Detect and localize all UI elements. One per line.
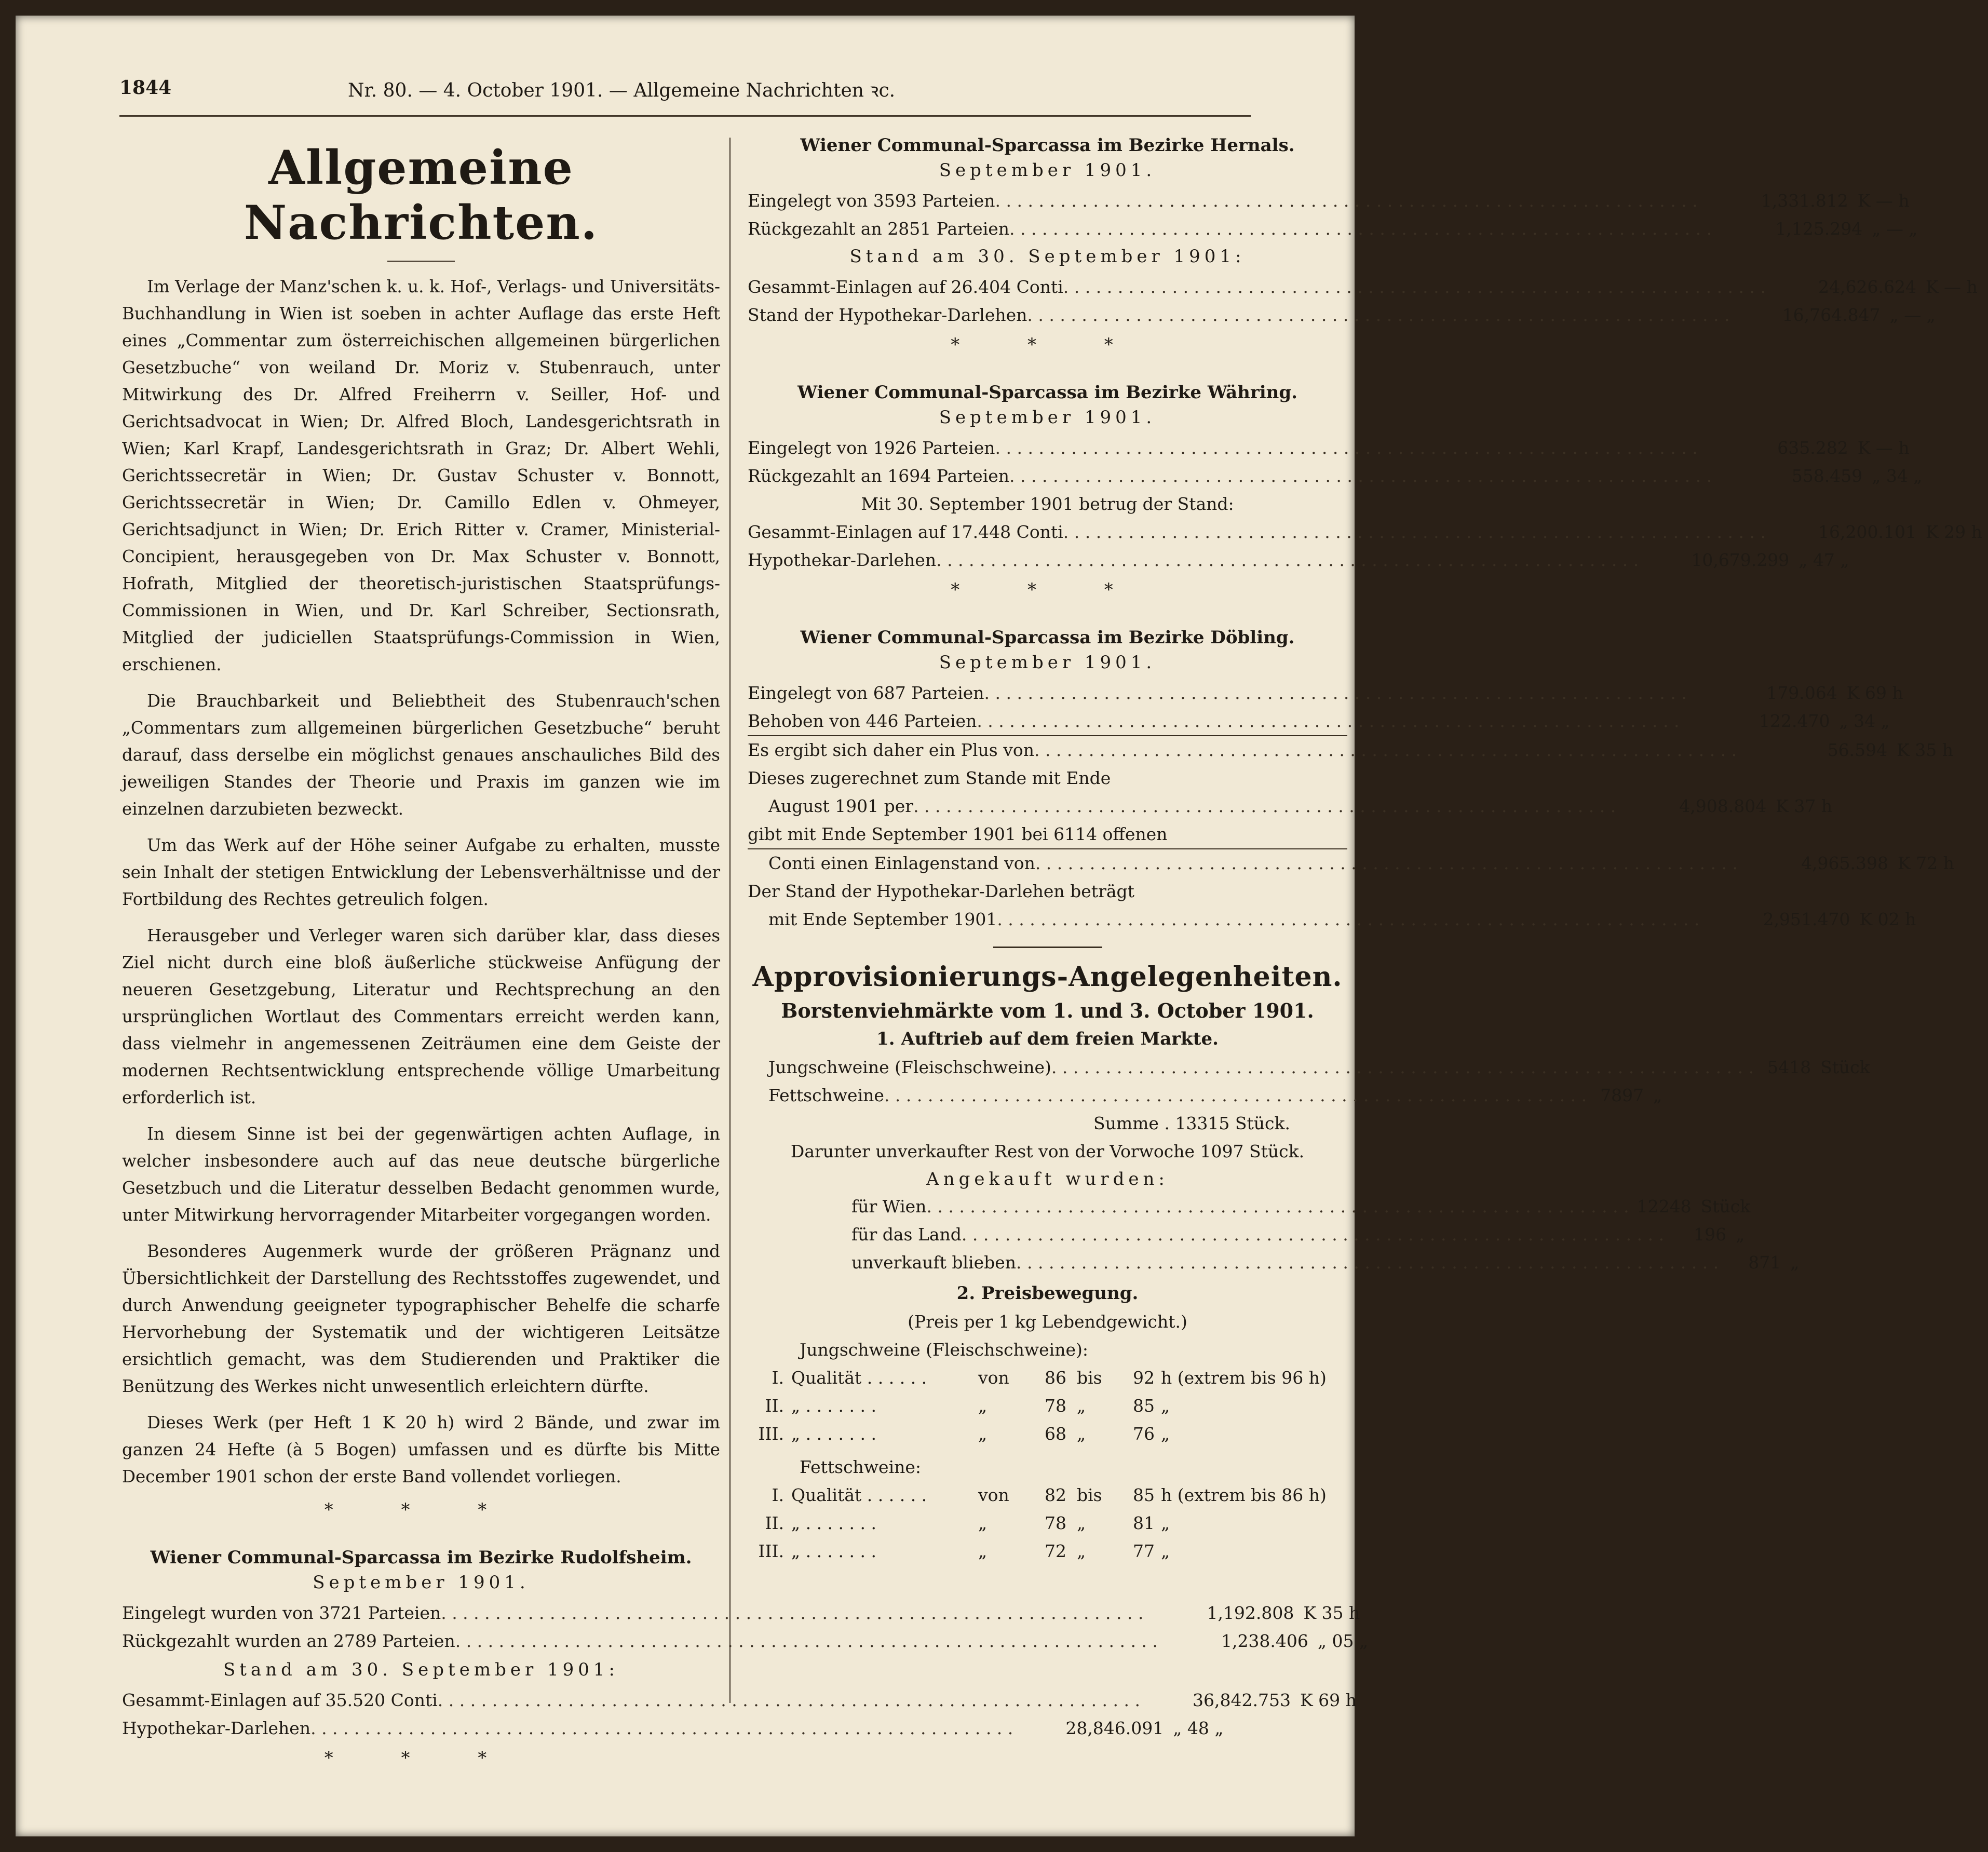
page-header: [119, 77, 1251, 113]
report-stand: Mit 30. September 1901 betrug der Stand:: [861, 494, 1234, 514]
row-unit: K 37 h: [1776, 796, 1833, 816]
row-value: 4,965.398: [1801, 853, 1889, 873]
price-note: (Preis per 1 kg Lebendgewicht.): [908, 1312, 1187, 1332]
column-divider: [729, 138, 731, 1703]
row-label: Es ergibt sich daher ein Plus von: [748, 740, 1034, 760]
row-label: Gesammt-Einlagen auf 26.404 Conti: [748, 277, 1063, 297]
report-row: [748, 792, 1833, 820]
row-value: 1,238.406: [1221, 1631, 1308, 1651]
report-line: Der Stand der Hypothekar-Darlehen beträgt: [748, 881, 1134, 901]
report-month: September 1901.: [939, 652, 1156, 673]
report-row: [748, 187, 1910, 215]
purchase-heading: Angekauft wurden:: [926, 1169, 1169, 1189]
row-unit: „ 34 „: [1872, 466, 1923, 486]
report-month: September 1901.: [939, 407, 1156, 428]
row-unit: K 69 h: [1300, 1690, 1357, 1710]
row-value: 10,679.299: [1691, 550, 1790, 570]
paragraph: Im Verlage der Manz'schen k. u. k. Hof-, Verlags- und Universitäts-Buchhandlung in Wien ist soeben in achter Auflage das erste Heft eines „Commentar zum österreichischen allgemeinen bürgerlichen Gesetzbuche“ von weiland Dr. Moriz v. Stubenrauch, unter Mitwirkung des Dr. Alfred Freiherrn v. Seiller, Hof- und Gerichtsadvocat in Wien; Dr. Alfred Bloch, Landesgerichtsrath in Wien; Karl Krapf, Landesgerichtsrath in Graz; Dr. Albert Wehli, Gerichtssecretär in Wien; Dr. Gustav Schuster v. Bonnott, Gerichtssecretär in Wien; Dr. Camillo Edlen v. Ohmeyer, Gerichtsadjunct in Wien; Dr. Erich Ritter v. Cramer, Ministerial-Concipient, herausgegeben von Dr. Max Schuster v. Bonnott, Hofrath, Mitglied der theoretisch-juristischen Staatsprüfungs-Commissionen in Wien, und Dr. Karl Schreiber, Sectionsrath, Mitglied der judiciellen Staatsprüfungs-Commission in Wien, erschienen.: [122, 277, 720, 674]
report-row: [748, 707, 1890, 735]
row-unit: „ 47 „: [1798, 550, 1849, 570]
paragraph: Um das Werk auf der Höhe seiner Aufgabe zu erhalten, musste sein Inhalt der stetigen Entwicklung der Lebensverhältnisse und der Fortbildung des Rechtes getreulich folgen.: [122, 835, 720, 909]
row-unit: K 35 h: [1897, 740, 1954, 760]
row-label: Conti einen Einlagenstand von: [768, 853, 1035, 873]
report-title: Wiener Communal-Sparcassa im Bezirke Hernals.: [800, 135, 1295, 156]
report-row: [748, 273, 1978, 301]
row-label: Behoben von 446 Parteien: [748, 711, 977, 731]
row-label: Eingelegt von 687 Parteien: [748, 683, 984, 703]
report-line: Dieses zugerechnet zum Stande mit Ende: [748, 768, 1111, 788]
report-stand: Stand am 30. September 1901:: [849, 246, 1246, 267]
row-label: mit Ende September 1901: [768, 909, 997, 929]
row-value: 16,764.847: [1782, 305, 1881, 325]
row-value: 122.470: [1759, 711, 1830, 731]
row-label: Stand der Hypothekar-Darlehen: [748, 305, 1027, 325]
row-label: Hypothekar-Darlehen: [748, 550, 937, 570]
row-value: 16,200.101: [1818, 522, 1916, 542]
section-title: Allgemeine Nachrichten.: [244, 140, 599, 250]
row-unit: K — h: [1857, 438, 1910, 458]
row-unit: K 02 h: [1859, 909, 1916, 929]
report-row: [122, 1599, 1360, 1627]
running-title: Nr. 80. — 4. October 1901. — Allgemeine Nachrichten ꝛc.: [348, 80, 896, 101]
report-row: [748, 546, 1849, 574]
newspaper-page: [16, 16, 1982, 1836]
row-value: 28,846.091: [1065, 1718, 1164, 1738]
report-row: [748, 301, 1936, 329]
supply-sum: Summe . 13315 Stück.: [1093, 1113, 1290, 1133]
purchase-row: für Wien . . . 12248 Stück: [748, 1193, 1347, 1221]
paragraph: In diesem Sinne ist bei der gegenwärtigen achten Auflage, in welcher insbesondere auch auf das neue deutsche bürgerliche Gesetzbuch und die Literatur desselben Bedacht genommen wurde, unter Mitwirkung hervorragender Mitarbeiter vorgegangen worden.: [122, 1124, 720, 1225]
report-row: [748, 848, 1954, 877]
paragraph: Dieses Werk (per Heft 1 K 20 h) wird 2 Bände, und zwar im ganzen 24 Hefte (à 5 Bogen) umfassen und es dürfte bis Mitte December 1901 schon der erste Band vollendet vorliegen.: [122, 1413, 720, 1486]
subsection-title: 1. Auftrieb auf dem freien Markte.: [876, 1029, 1219, 1049]
price-group-heading: Fettschweine:: [800, 1457, 922, 1477]
report-row: [122, 1686, 1357, 1714]
row-label: Rückgezahlt an 2851 Parteien: [748, 219, 1010, 239]
row-unit: K — h: [1857, 191, 1910, 211]
report-row: [748, 518, 1982, 546]
asterism: * * *: [324, 1499, 518, 1520]
report-title: Wiener Communal-Sparcassa im Bezirke Währing.: [797, 382, 1297, 403]
row-label: Rückgezahlt wurden an 2789 Parteien: [122, 1631, 455, 1651]
row-label: Eingelegt von 1926 Parteien: [748, 438, 995, 458]
price-row: II. „ . . . . . . . „ 78 „ 81 „: [765, 1513, 1170, 1533]
row-unit: K 72 h: [1898, 853, 1954, 873]
row-unit: „ 34 „: [1839, 711, 1890, 731]
price-group-heading: Jungschweine (Fleischschweine):: [800, 1340, 1088, 1360]
row-value: 56.594: [1827, 740, 1888, 760]
report-line: gibt mit Ende September 1901 bei 6114 offenen: [748, 824, 1168, 844]
purchase-row: für das Land . . . 196 „: [748, 1221, 1347, 1249]
report-row: [748, 215, 1918, 243]
row-label: Eingelegt von 3593 Parteien: [748, 191, 995, 211]
report-row: [122, 1627, 1369, 1655]
row-value: 1,125.294: [1775, 219, 1863, 239]
row-label: August 1901 per: [768, 796, 914, 816]
asterism: * * *: [951, 579, 1144, 600]
row-value: 36,842.753: [1193, 1690, 1291, 1710]
row-unit: K 29 h: [1925, 522, 1982, 542]
row-label: Eingelegt wurden von 3721 Parteien: [122, 1603, 441, 1623]
section-rule: [993, 947, 1102, 948]
row-value: 24,626.624: [1818, 277, 1916, 297]
row-label: Gesammt-Einlagen auf 35.520 Conti: [122, 1690, 438, 1710]
row-unit: „ 48 „: [1173, 1718, 1224, 1738]
row-value: 4,908.804: [1679, 796, 1767, 816]
row-value: 1,192.808: [1207, 1603, 1294, 1623]
row-value: 558.459: [1791, 466, 1863, 486]
row-unit: „ — „: [1889, 305, 1936, 325]
page-number: 1844: [119, 77, 172, 99]
supply-rest: Darunter unverkaufter Rest von der Vorwoche 1097 Stück.: [790, 1141, 1305, 1161]
section-title: Approvisionierungs-Angelegenheiten.: [752, 961, 1343, 993]
purchase-row: unverkauft blieben . . . 871 „: [748, 1249, 1347, 1277]
asterism: * * *: [324, 1748, 518, 1768]
report-row: [748, 679, 1903, 707]
row-unit: „ 05 „: [1317, 1631, 1369, 1651]
report-month: September 1901.: [313, 1572, 530, 1593]
title-underline: [387, 261, 455, 262]
supply-row: Fettschweine . . . 7897 „: [748, 1082, 1347, 1110]
row-value: 179.064: [1766, 683, 1837, 703]
paragraph: Besonderes Augenmerk wurde der größeren Prägnanz und Übersichtlichkeit der Darstellung des Rechtsstoffes zugewendet, und durch Anwendung geeigneter typographischer Behelfe die scharfe Hervorhebung der Systematik und der wichtigeren Leitsätze ersichtlich gemacht, was dem Studierenden und Praktiker die Benützung des Werkes nicht unwesentlich erleichtern dürfte.: [122, 1241, 720, 1396]
price-row: I. Qualität . . . . . . von 86 bis 92 h (extrem bis 96 h): [772, 1368, 1327, 1388]
paragraph: Herausgeber und Verleger waren sich darüber klar, dass dieses Ziel nicht durch eine bloß äußerliche stückweise Anfügung der neueren Gesetzgebung, Literatur und Rechtsprechung an den ursprünglichen Wortlaut des Commentars erreicht werden kann, dass vielmehr in angemessenen Zeiträumen eine dem Geiste der modernen Rechtsentwicklung entsprechende völlige Umarbeitung erforderlich ist.: [122, 926, 720, 1107]
supply-row: Jungschweine (Fleischschweine) . . . 5418 Stück: [748, 1053, 1347, 1082]
report-row: [748, 462, 1923, 490]
price-row: II. „ . . . . . . . „ 78 „ 85 „: [765, 1396, 1170, 1416]
row-unit: K 69 h: [1846, 683, 1903, 703]
asterism: * * *: [951, 334, 1144, 355]
row-value: 1,331.812: [1761, 191, 1848, 211]
market-subtitle: Borstenviehmärkte vom 1. und 3. October 1901.: [781, 999, 1314, 1022]
report-row: [748, 735, 1954, 764]
row-label: Rückgezahlt an 1694 Parteien: [748, 466, 1010, 486]
price-row: I. Qualität . . . . . . von 82 bis 85 h (extrem bis 86 h): [772, 1485, 1327, 1505]
row-label: Gesammt-Einlagen auf 17.448 Conti: [748, 522, 1063, 542]
subsection-title: 2. Preisbewegung.: [956, 1283, 1139, 1304]
report-stand: Stand am 30. September 1901:: [223, 1659, 619, 1680]
report-row: [748, 905, 1916, 934]
row-value: 635.282: [1777, 438, 1848, 458]
report-month: September 1901.: [939, 160, 1156, 181]
report-title: Wiener Communal-Sparcassa im Bezirke Döbling.: [800, 627, 1295, 648]
right-column: [748, 135, 1982, 1703]
row-label: Hypothekar-Darlehen: [122, 1718, 311, 1738]
paragraph: Die Brauchbarkeit und Beliebtheit des Stubenrauch'schen „Commentars zum allgemeinen bürgerlichen Gesetzbuche“ beruht darauf, dass derselbe ein möglichst genaues anschauliches Bild des jeweiligen Standes der Theorie und Praxis im ganzen wie im einzelnen darzubieten bezweckt.: [122, 691, 720, 819]
price-row: III. „ . . . . . . . „ 68 „ 76 „: [758, 1424, 1170, 1444]
header-rule: [119, 115, 1251, 117]
price-row: III. „ . . . . . . . „ 72 „ 77 „: [758, 1541, 1170, 1561]
report-title: Wiener Communal-Sparcassa im Bezirke Rudolfsheim.: [150, 1547, 692, 1568]
row-unit: „ — „: [1872, 219, 1918, 239]
row-unit: K 35 h: [1303, 1603, 1360, 1623]
row-value: 2,951.470: [1763, 909, 1850, 929]
report-row: [748, 434, 1910, 462]
report-row: [122, 1714, 1224, 1742]
row-unit: K — h: [1925, 277, 1978, 297]
